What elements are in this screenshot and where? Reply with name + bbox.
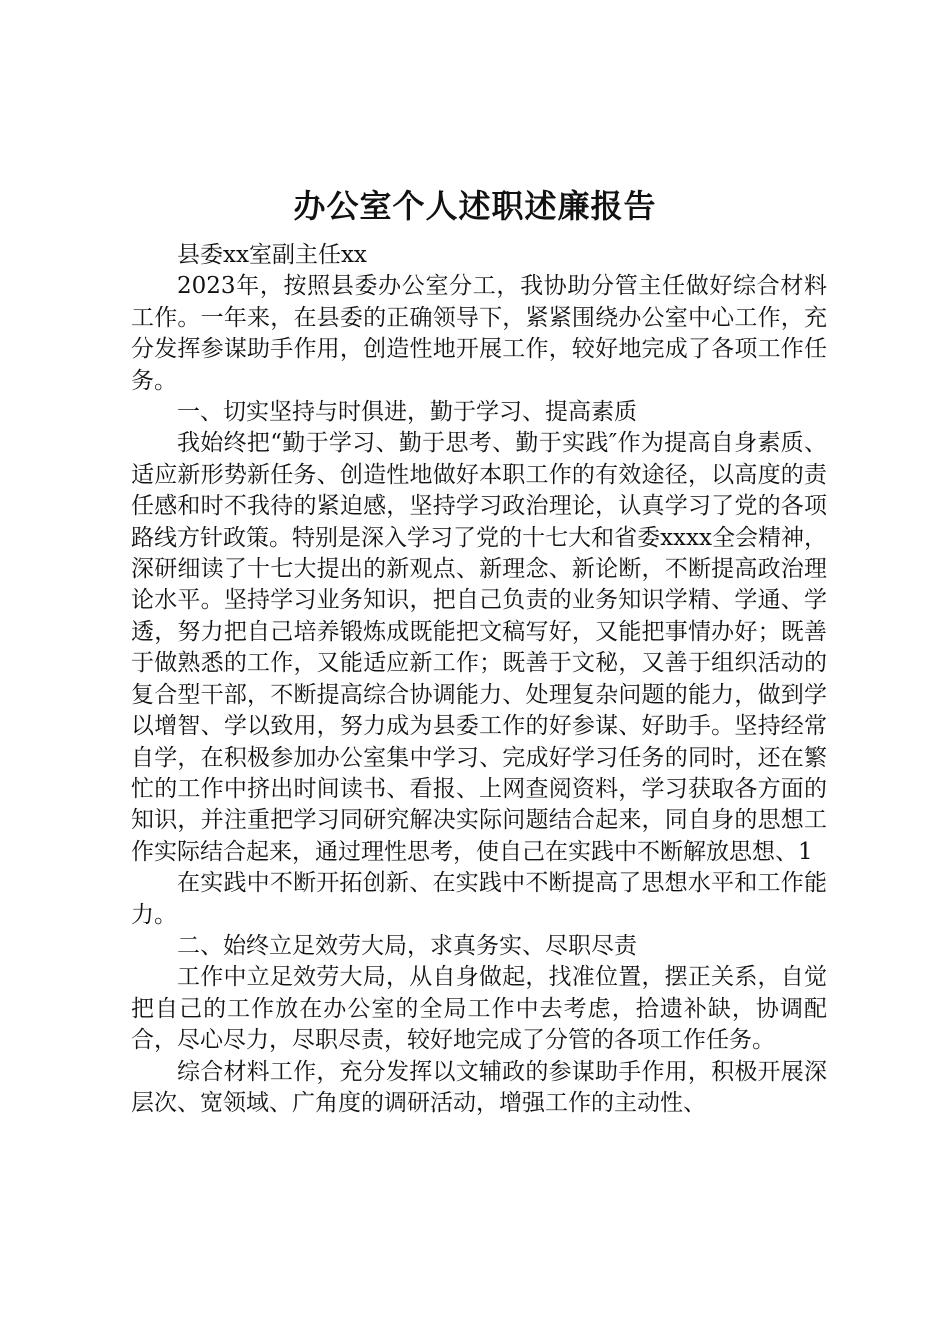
- body-paragraph: 综合材料工作，充分发挥以文辅政的参谋助手作用，积极开展深层次、宽领域、广角度的调研活动，增强工作的主动性、: [131, 1058, 827, 1116]
- section-heading-2: 二、始终立足效劳大局，求真务实、尽职尽责: [177, 932, 637, 959]
- body-paragraph: 在实践中不断开拓创新、在实践中不断提高了思想水平和工作能力。: [131, 870, 827, 928]
- document-title: 办公室个人述职述廉报告: [293, 187, 657, 225]
- document-body: [131, 240, 827, 1119]
- body-paragraph: 我始终把“勤于学习、勤于思考、勤于实践″作为提高自身素质、适应新形势新任务、创造性地做好本职工作的有效途径，以高度的责任感和时不我待的紧迫感，坚持学习政治理论，认真学习了党的各项路线方针政策。特别是深入学习了党的十七大和省委xxxx全会精神，深研细读了十七大提出的新观点、新理念、新论断，不断提高政治理论水平。坚持学习业务知识，把自己负责的业务知识学精、学通、学透，努力把自己培养锻炼成既能把文稿写好，又能把事情办好；既善于做熟悉的工作，又能适应新工作；既善于文秘，又善于组织活动的复合型干部，不断提高综合协调能力、处理复杂问题的能力，做到学以增智、学以致用，努力成为县委工作的好参谋、好助手。坚持经常自学，在积极参加办公室集中学习、完成好学习任务的同时，还在繁忙的工作中挤出时间读书、看报、上网查阅资料，学习获取各方面的知识，并注重把学习同研究解决实际问题结合起来，同自身的思想工作实际结合起来，通过理性思考，使自己在实践中不断解放思想、1: [131, 430, 827, 865]
- author-line: 县委xx室副主任xx: [177, 242, 367, 268]
- body-paragraph: 工作中立足效劳大局，从自身做起，找准位置，摆正关系，自觉把自己的工作放在办公室的全局工作中去考虑，拾遗补缺，协调配合，尽心尽力，尽职尽责，较好地完成了分管的各项工作任务。: [131, 964, 827, 1054]
- section-heading-1: 一、切实坚持与时俱进，勤于学习、提高素质: [177, 399, 637, 426]
- intro-paragraph: 2023年，按照县委办公室分工，我协助分管主任做好综合材料工作。一年来，在县委的正确领导下，紧紧围绕办公室中心工作，充分发挥参谋助手作用，创造性地开展工作，较好地完成了各项工作任务。: [131, 273, 827, 394]
